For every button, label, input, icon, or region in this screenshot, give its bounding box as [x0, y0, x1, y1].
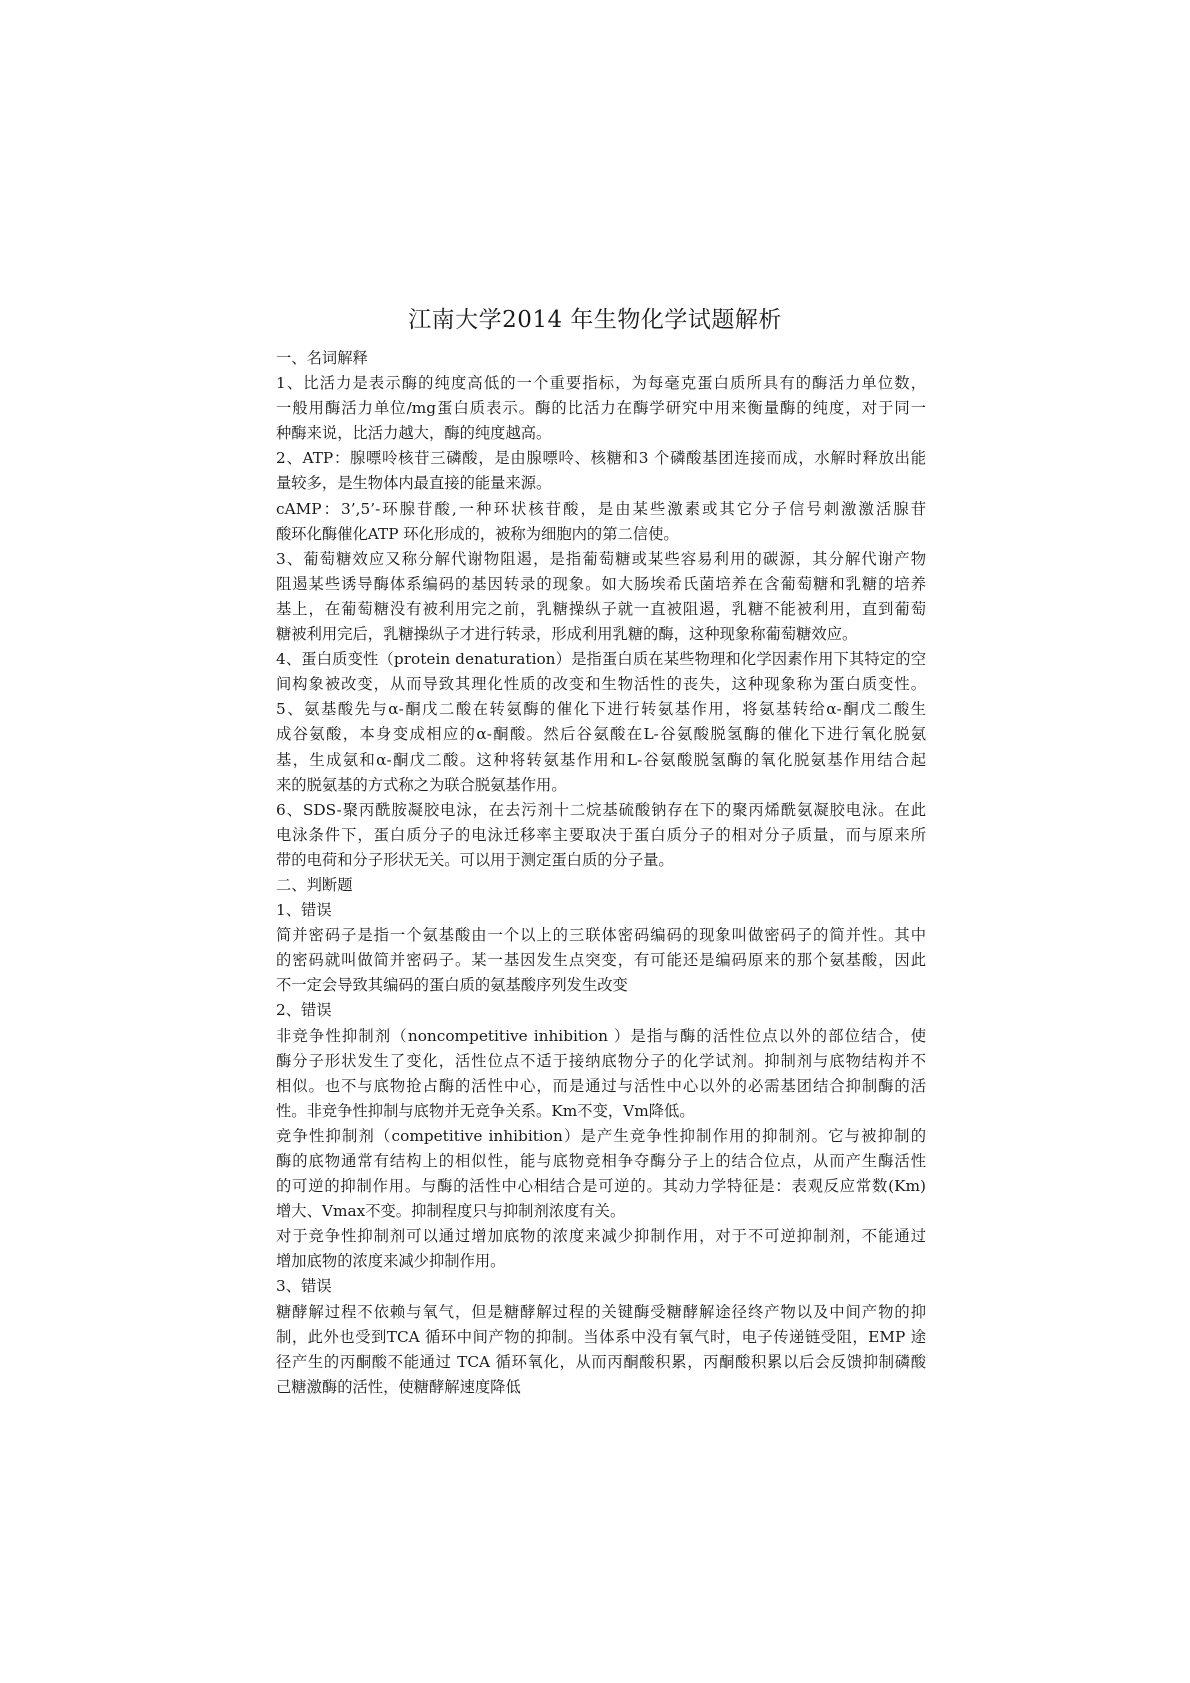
text-line: 酶的底物通常有结构上的相似性，能与底物竞相争夺酶分子上的结合位点，从而产生酶活性 [276, 1152, 926, 1170]
text-line: 量较多，是生物体内最直接的能量来源。 [276, 474, 552, 493]
text-line: 不一定会导致其编码的蛋白质的氨基酸序列发生改变 [276, 976, 628, 995]
text-line: 一般用酶活力单位/mg蛋白质表示。酶的比活力在酶学研究中用来衡量酶的纯度，对于同一 [276, 399, 926, 418]
text-line: 非竞争性抑制剂（noncompetitive inhibition ）是指与酶的活性位点以外的部位结合，使 [276, 1026, 926, 1045]
text-line: 糖酵解过程不依赖与氧气，但是糖酵解过程的关键酶受糖酵解途径终产物以及中间产物的抑 [276, 1302, 926, 1321]
section-heading: 一、名词解释 [276, 349, 368, 367]
answer-label: 2、错误 [276, 1001, 332, 1020]
text-line: 性。非竞争性抑制与底物并无竞争关系。Km不变，Vm降低。 [276, 1101, 695, 1120]
text-line: 的可逆的抑制作用。与酶的活性中心相结合是可逆的。其动力学特征是：表观反应常数(Km) [276, 1177, 926, 1196]
text-line: 电泳条件下，蛋白质分子的电泳迁移率主要取决于蛋白质分子的相对分子质量，而与原来所 [276, 825, 926, 844]
text-line: 基，生成氨和α-酮戊二酸。这种将转氨基作用和L-谷氨酸脱氢酶的氧化脱氨基作用结合起 [276, 750, 926, 769]
text-line: 阻遏某些诱导酶体系编码的基因转录的现象。如大肠埃希氏菌培养在含葡萄糖和乳糖的培养 [276, 574, 926, 593]
document-title: 江南大学2014 年生物化学试题解析 [408, 307, 782, 333]
section-heading: 二、判断题 [276, 875, 353, 894]
text-line: 种酶来说，比活力越大，酶的纯度越高。 [276, 424, 552, 443]
text-line: 糖被利用完后，乳糖操纵子才进行转录，形成利用乳糖的酶，这种现象称葡萄糖效应。 [276, 625, 858, 644]
text-line: 1、比活力是表示酶的纯度高低的一个重要指标，为每毫克蛋白质所具有的酶活力单位数， [276, 374, 926, 393]
text-line: 己糖激酶的活性，使糖酵解速度降低 [276, 1377, 521, 1396]
text-line: 5、氨基酸先与α-酮戊二酸在转氨酶的催化下进行转氨基作用，将氨基转给α-酮戊二酸生 [276, 700, 926, 719]
text-line: 简并密码子是指一个氨基酸由一个以上的三联体密码编码的现象叫做密码子的简并性。其中 [276, 926, 926, 945]
text-line: 间构象被改变，从而导致其理化性质的改变和生物活性的丧失，这种现象称为蛋白质变性。 [276, 675, 926, 694]
text-line: cAMP：3’,5’-环腺苷酸,一种环状核苷酸，是由某些激素或其它分子信号刺激激活腺苷 [276, 499, 926, 518]
text-line: 竞争性抑制剂（competitive inhibition）是产生竞争性抑制作用的抑制剂。它与被抑制的 [276, 1126, 926, 1145]
answer-label: 3、错误 [276, 1277, 332, 1296]
answer-label: 1、错误 [276, 901, 332, 920]
text-line: 制，此外也受到TCA 循环中间产物的抑制。当体系中没有氧气时，电子传递链受阻，EMP 途 [276, 1327, 926, 1346]
text-line: 来的脱氨基的方式称之为联合脱氨基作用。 [276, 775, 567, 794]
text-line: 增大、Vmax不变。抑制程度只与抑制剂浓度有关。 [276, 1202, 626, 1221]
text-line: 2、ATP：腺嘌呤核苷三磷酸，是由腺嘌呤、核糖和3 个磷酸基团连接而成，水解时释放出能 [276, 449, 926, 468]
text-line: 6、SDS-聚丙酰胺凝胶电泳，在去污剂十二烷基硫酸钠存在下的聚丙烯酰氨凝胶电泳。在此 [276, 800, 926, 819]
text-line: 酶分子形状发生了变化，活性位点不适于接纳底物分子的化学试剂。抑制剂与底物结构并不 [276, 1051, 926, 1070]
document-body [276, 346, 926, 1400]
text-line: 的密码就叫做简并密码子。某一基因发生点突变，有可能还是编码原来的那个氨基酸，因此 [276, 951, 926, 970]
text-line: 带的电荷和分子形状无关。可以用于测定蛋白质的分子量。 [276, 850, 674, 869]
text-line: 基上，在葡萄糖没有被利用完之前，乳糖操纵子就一直被阻遏，乳糖不能被利用，直到葡萄 [276, 599, 926, 618]
text-line: 径产生的丙酮酸不能通过 TCA 循环氧化，从而丙酮酸积累，丙酮酸积累以后会反馈抑制磷酸 [276, 1352, 926, 1371]
text-line: 成谷氨酸，本身变成相应的α-酮酸。然后谷氨酸在L-谷氨酸脱氢酶的催化下进行氧化脱氨 [276, 725, 926, 744]
text-line: 对于竞争性抑制剂可以通过增加底物的浓度来减少抑制作用，对于不可逆抑制剂，不能通过 [276, 1227, 926, 1246]
text-line: 酸环化酶催化ATP 环化形成的，被称为细胞内的第二信使。 [276, 524, 679, 543]
text-line: 3、葡萄糖效应又称分解代谢物阻遏，是指葡萄糖或某些容易利用的碳源，其分解代谢产物 [276, 549, 926, 568]
text-line: 增加底物的浓度来减少抑制作用。 [276, 1252, 506, 1271]
text-line: 相似。也不与底物抢占酶的活性中心，而是通过与活性中心以外的必需基团结合抑制酶的活 [276, 1076, 926, 1095]
text-line: 4、蛋白质变性（protein denaturation）是指蛋白质在某些物理和化学因素作用下其特定的空 [276, 650, 926, 669]
